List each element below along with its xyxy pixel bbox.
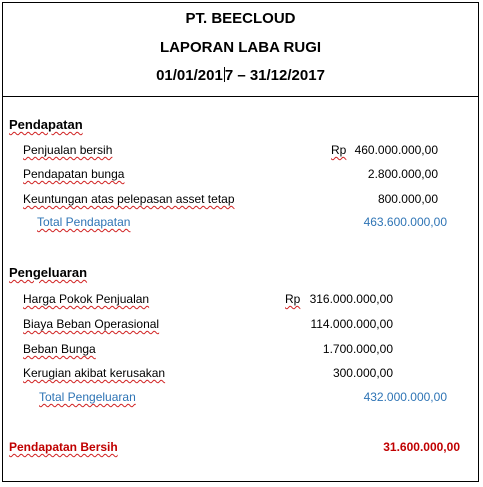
expense-item-label: Biaya Beban Operasional <box>23 317 160 331</box>
company-name: PT. BEECLOUD <box>185 10 296 27</box>
income-item-label: Penjualan bersih <box>23 143 113 157</box>
expense-item-currency: Rp <box>285 292 301 306</box>
report-frame <box>2 2 479 482</box>
report-header <box>3 3 478 97</box>
income-total-label: Total Pendapatan <box>37 215 131 229</box>
income-item-amount: 2.800.000,00 <box>367 167 438 181</box>
income-item-currency: Rp <box>331 143 347 157</box>
report-period <box>3 67 478 84</box>
income-item-amount: 800.000,00 <box>377 192 438 206</box>
period-end-text: 7 – 31/12/2017 <box>224 67 325 84</box>
net-income-amount: 31.600.000,00 <box>383 440 460 454</box>
income-item-amount: 460.000.000,00 <box>354 143 438 157</box>
expense-item-label: Harga Pokok Penjualan <box>23 292 150 306</box>
expenses-total-amount: 432.000.000,00 <box>363 390 447 404</box>
income-item-label: Pendapatan bunga <box>23 167 125 181</box>
expense-item-amount: 316.000.000,00 <box>309 292 393 306</box>
income-heading: Pendapatan <box>9 117 83 132</box>
income-item-label: Keuntungan atas pelepasan asset tetap <box>23 192 235 206</box>
income-total-amount: 463.600.000,00 <box>363 215 447 229</box>
report-title: LAPORAN LABA RUGI <box>159 39 322 56</box>
expense-item-amount: 114.000.000,00 <box>310 317 393 331</box>
expenses-total-label: Total Pengeluaran <box>39 390 136 404</box>
expense-item-amount: 300.000,00 <box>332 366 393 380</box>
period-start-text: 01/01/201 <box>156 67 223 84</box>
expenses-heading: Pengeluaran <box>9 265 88 280</box>
net-income-label: Pendapatan Bersih <box>9 440 118 454</box>
expense-item-label: Kerugian akibat kerusakan <box>23 366 166 380</box>
expense-item-label: Beban Bunga <box>23 342 96 356</box>
expense-item-amount: 1.700.000,00 <box>322 342 393 356</box>
